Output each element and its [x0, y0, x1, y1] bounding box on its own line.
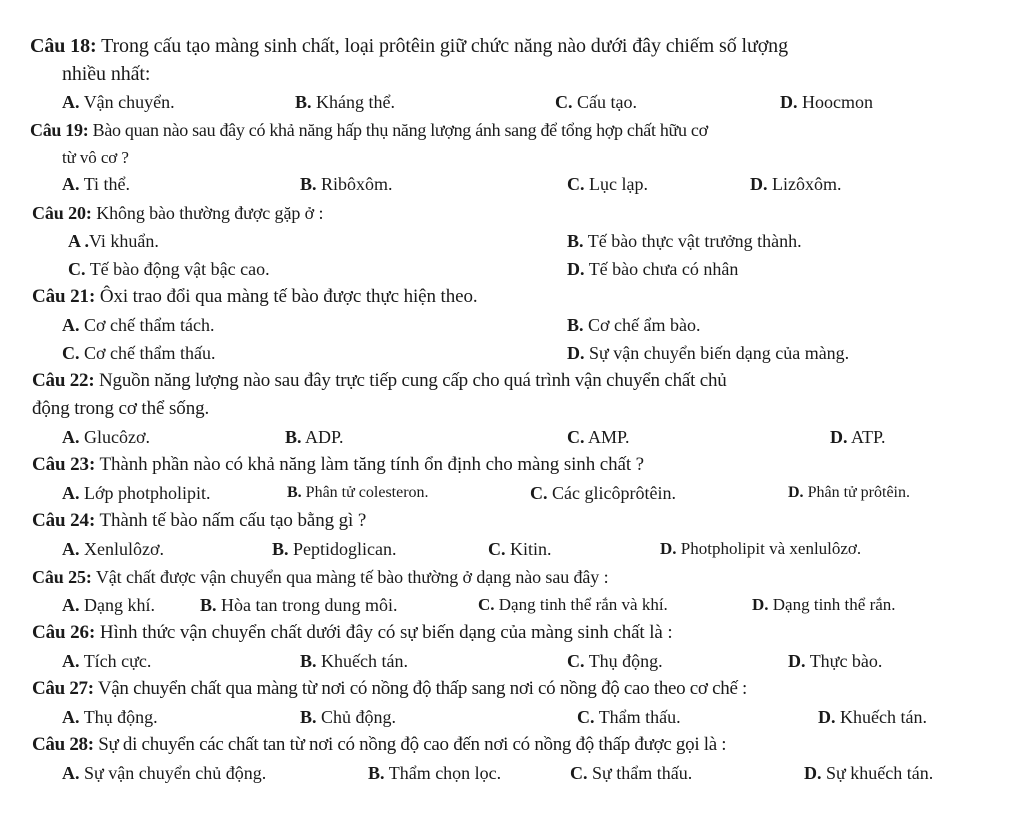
option-letter: B. [295, 92, 312, 112]
option-text: Lizôxôm. [772, 174, 842, 194]
option-text: Cơ chế thẩm thấu. [84, 343, 216, 363]
option-d[interactable] [818, 705, 927, 729]
option-text: Kitin. [510, 539, 552, 559]
question-number: Câu 26: [32, 622, 96, 643]
option-letter: B. [285, 427, 302, 447]
option-letter: D. [752, 595, 769, 614]
option-letter: A. [62, 92, 80, 112]
option-d[interactable] [830, 425, 886, 449]
option-a[interactable] [62, 649, 151, 673]
option-text: Glucôzơ. [84, 427, 150, 447]
question-text: Hình thức vận chuyển chất dưới đây có sự biến dạng của màng sinh chất là : [99, 622, 673, 643]
option-c[interactable] [555, 90, 637, 114]
option-b[interactable] [300, 172, 393, 196]
option-text: Ti thể. [83, 174, 131, 194]
option-letter: B. [287, 484, 302, 501]
option-letter: A. [62, 763, 80, 783]
option-text: Vận chuyển. [83, 92, 175, 112]
option-letter: A. [62, 651, 80, 671]
option-text: Khuếch tán. [321, 651, 408, 671]
question-number: Câu 28: [32, 734, 94, 755]
option-letter: A. [62, 595, 80, 615]
question-number: Câu 20: [32, 203, 92, 223]
option-a[interactable] [62, 761, 266, 785]
option-text: Sự khuếch tán. [826, 763, 934, 783]
option-text: Khuếch tán. [840, 707, 927, 727]
option-a[interactable] [62, 593, 155, 617]
option-text: Hoocmon [802, 92, 873, 112]
option-letter: B. [300, 707, 317, 727]
question-text: Vật chất được vận chuyển qua màng tế bào thường ở dạng nào sau đây : [95, 567, 609, 587]
option-d[interactable] [788, 649, 882, 673]
option-text: Ribôxôm. [321, 174, 393, 194]
option-text: Cơ chế ẩm bào. [588, 315, 701, 335]
option-a[interactable] [62, 425, 150, 449]
option-a[interactable] [62, 481, 211, 505]
question-number: Câu 22: [32, 370, 95, 391]
option-a[interactable] [62, 90, 175, 114]
option-text: Cấu tạo. [577, 92, 637, 112]
option-c[interactable] [570, 761, 692, 785]
option-text: Thẩm thấu. [598, 707, 681, 727]
option-d[interactable] [567, 257, 738, 281]
option-letter: B. [200, 595, 217, 615]
option-text: Sự thẩm thấu. [592, 763, 693, 783]
option-text: ATP. [851, 427, 886, 447]
option-d[interactable] [750, 172, 842, 196]
option-c[interactable] [567, 425, 630, 449]
option-text: Vi khuẩn. [89, 231, 159, 251]
option-text: Thụ động. [588, 651, 663, 671]
option-text: Lục lạp. [589, 174, 648, 194]
question-continuation-text: động trong cơ thể sống. [32, 398, 210, 419]
question-continuation [62, 62, 150, 86]
option-letter: D. [567, 343, 585, 363]
question-continuation [32, 397, 209, 421]
question-number: Câu 19: [30, 120, 89, 140]
option-text: Photpholipit và xenlulôzơ. [680, 539, 862, 558]
question-21 [32, 285, 478, 309]
question-text: Thành phần nào có khả năng làm tăng tính ổn định cho màng sinh chất ? [99, 454, 644, 475]
option-text: Các glicôprôtêin. [552, 483, 676, 503]
option-letter: C. [68, 259, 86, 279]
option-letter: D. [750, 174, 768, 194]
option-text: Phân tử colesteron. [305, 484, 429, 501]
option-letter: A . [68, 231, 90, 251]
question-text: Không bào thường được gặp ở : [96, 203, 324, 223]
option-text: ADP. [305, 427, 344, 447]
question-text: Nguồn năng lượng nào sau đây trực tiếp cung cấp cho quá trình vận chuyển chất chủ [99, 370, 727, 391]
option-d[interactable] [567, 341, 849, 365]
option-text: Tích cực. [83, 651, 152, 671]
option-letter: A. [62, 315, 80, 335]
option-text: Xenlulôzơ. [84, 539, 164, 559]
question-28 [32, 733, 726, 757]
option-letter: D. [780, 92, 798, 112]
question-18 [30, 34, 788, 58]
question-number: Câu 18: [30, 35, 97, 57]
option-letter: D. [818, 707, 836, 727]
question-text: Trong cấu tạo màng sinh chất, loại prôtêin giữ chức năng nào dưới đây chiếm số lượng [101, 35, 788, 57]
option-letter: D. [788, 484, 804, 501]
option-c[interactable] [68, 257, 270, 281]
option-b[interactable] [287, 481, 429, 505]
option-text: Chủ động. [321, 707, 397, 727]
option-text: AMP. [588, 427, 630, 447]
option-text: Dạng tinh thể rắn và khí. [498, 595, 668, 614]
option-letter: C. [62, 343, 80, 363]
option-d[interactable] [788, 481, 910, 505]
option-d[interactable] [660, 537, 861, 561]
option-text: Thụ động. [83, 707, 158, 727]
option-letter: C. [555, 92, 573, 112]
option-text: Sự vận chuyển biến dạng của màng. [589, 343, 850, 363]
option-letter: C. [530, 483, 548, 503]
option-a[interactable] [62, 537, 164, 561]
question-number: Câu 25: [32, 567, 92, 587]
option-letter: B. [567, 315, 584, 335]
option-text: Tế bào thực vật trưởng thành. [587, 231, 802, 251]
option-b[interactable] [285, 425, 344, 449]
option-c[interactable] [577, 705, 681, 729]
option-letter: B. [272, 539, 289, 559]
option-letter: B. [300, 651, 317, 671]
option-b[interactable] [300, 649, 408, 673]
option-text: Thẩm chọn lọc. [388, 763, 502, 783]
option-text: Hòa tan trong dung môi. [221, 595, 398, 615]
question-23 [32, 453, 644, 477]
option-letter: C. [488, 539, 506, 559]
option-letter: A. [62, 427, 80, 447]
option-letter: D. [567, 259, 585, 279]
option-c[interactable] [530, 481, 676, 505]
option-c[interactable] [567, 649, 663, 673]
question-20 [32, 201, 323, 225]
option-text: Tế bào động vật bậc cao. [89, 259, 270, 279]
option-d[interactable] [752, 593, 896, 617]
question-text: Ôxi trao đổi qua màng tế bào được thực hiện theo. [99, 286, 478, 307]
option-letter: D. [660, 539, 677, 558]
question-24 [32, 509, 366, 533]
question-text: Sự di chuyển các chất tan từ nơi có nồng độ cao đến nơi có nồng độ thấp được gọi là : [98, 734, 727, 755]
option-text: Tế bào chưa có nhân [588, 259, 739, 279]
option-a[interactable] [68, 229, 159, 253]
option-letter: C. [478, 595, 495, 614]
option-b[interactable] [300, 705, 396, 729]
question-text: Thành tế bào nấm cấu tạo bằng gì ? [99, 510, 367, 531]
option-d[interactable] [804, 761, 933, 785]
question-27 [32, 677, 747, 701]
option-b[interactable] [567, 229, 802, 253]
question-22 [32, 369, 727, 393]
question-25 [32, 565, 609, 589]
option-letter: B. [567, 231, 584, 251]
option-letter: A. [62, 174, 80, 194]
question-number: Câu 27: [32, 678, 94, 699]
question-19 [30, 118, 708, 142]
option-a[interactable] [62, 313, 214, 337]
option-text: Peptidoglican. [293, 539, 397, 559]
question-26 [32, 621, 673, 645]
option-c[interactable] [488, 537, 552, 561]
option-text: Thực bào. [809, 651, 883, 671]
option-d[interactable] [780, 90, 873, 114]
option-text: Phân tử prôtêin. [807, 484, 910, 501]
option-letter: A. [62, 483, 80, 503]
option-a[interactable] [62, 705, 158, 729]
option-letter: C. [577, 707, 595, 727]
option-text: Sự vận chuyển chủ động. [84, 763, 267, 783]
question-text: Bào quan nào sau đây có khả năng hấp thụ năng lượng ánh sang để tổng hợp chất hữu cơ [92, 120, 708, 140]
option-text: Lớp photpholipit. [84, 483, 211, 503]
question-continuation [62, 146, 129, 170]
option-b[interactable] [295, 90, 395, 114]
option-text: Dạng khí. [84, 595, 155, 615]
option-text: Cơ chế thẩm tách. [84, 315, 215, 335]
question-number: Câu 23: [32, 454, 96, 475]
option-b[interactable] [368, 761, 501, 785]
question-text: Vận chuyển chất qua màng từ nơi có nồng độ thấp sang nơi có nồng độ cao theo cơ chế : [97, 678, 748, 699]
option-letter: D. [804, 763, 822, 783]
option-a[interactable] [62, 172, 130, 196]
option-text: Dạng tinh thể rắn. [772, 595, 896, 614]
question-continuation-text: nhiều nhất: [62, 63, 151, 85]
option-letter: D. [830, 427, 848, 447]
option-b[interactable] [567, 313, 701, 337]
option-letter: C. [567, 651, 585, 671]
option-letter: A. [62, 539, 80, 559]
option-letter: C. [570, 763, 588, 783]
option-letter: B. [300, 174, 317, 194]
option-c[interactable] [478, 593, 668, 617]
option-letter: A. [62, 707, 80, 727]
option-text: Kháng thể. [316, 92, 395, 112]
option-letter: B. [368, 763, 385, 783]
option-c[interactable] [62, 341, 215, 365]
option-c[interactable] [567, 172, 648, 196]
question-continuation-text: từ vô cơ ? [62, 148, 129, 167]
option-b[interactable] [272, 537, 397, 561]
question-number: Câu 24: [32, 510, 96, 531]
option-b[interactable] [200, 593, 398, 617]
option-letter: C. [567, 427, 585, 447]
option-letter: D. [788, 651, 806, 671]
option-letter: C. [567, 174, 585, 194]
question-number: Câu 21: [32, 286, 96, 307]
